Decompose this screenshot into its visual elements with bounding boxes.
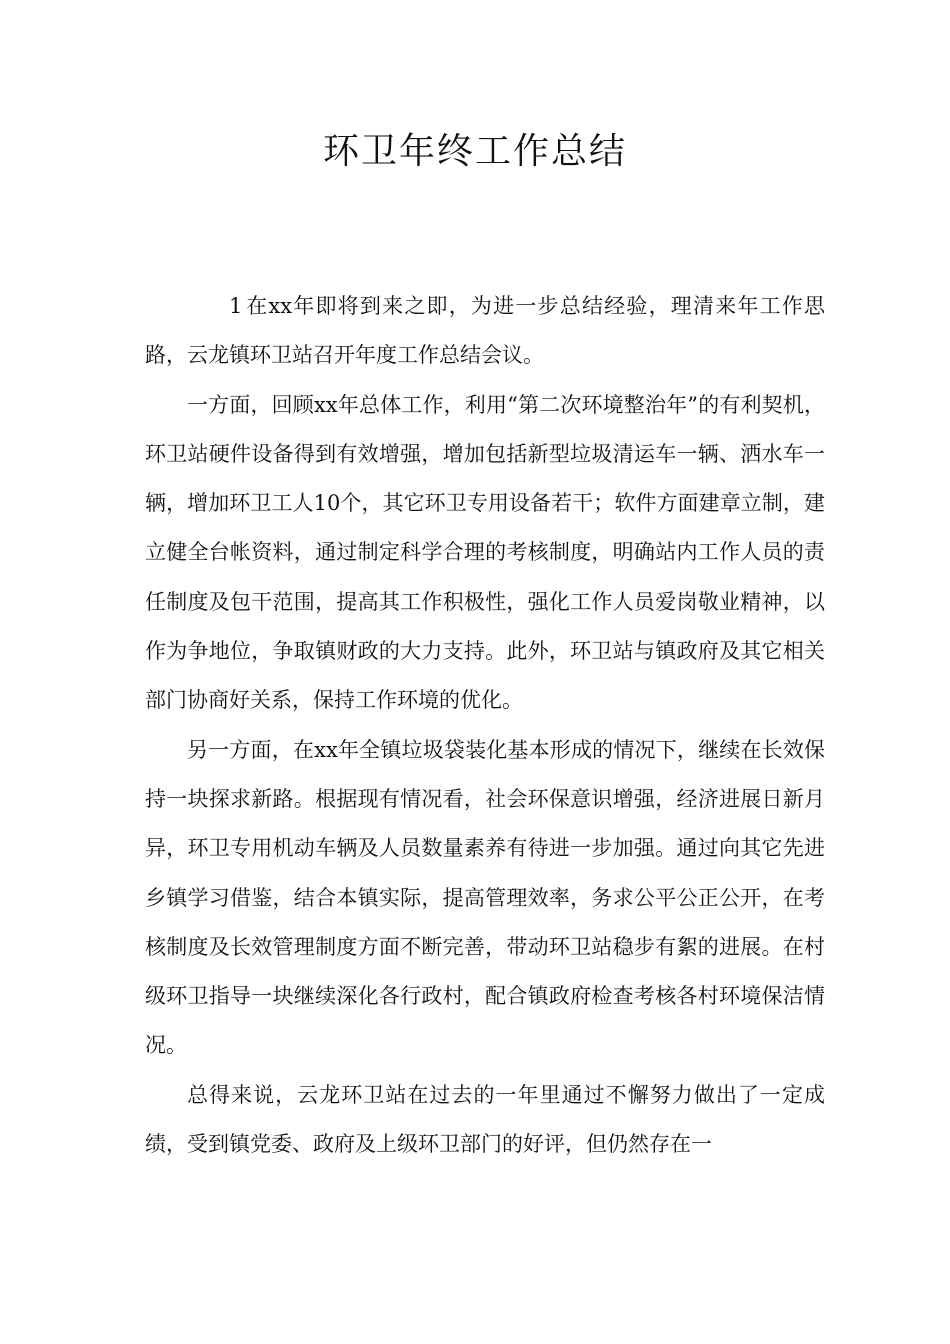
paragraph-4: 总得来说，云龙环卫站在过去的一年里通过不懈努力做出了一定成绩，受到镇党委、政府及上级环卫部门的好评，但仍然存在一	[145, 1082, 825, 1157]
document-title: 环卫年终工作总结	[322, 131, 627, 172]
paragraph-1	[145, 282, 825, 381]
paragraph-2: 一方面，回顾xx年总体工作，利用“第二次环境整治年”的有利契机，环卫站硬件设备得到有效增强，增加包括新型垃圾清运车一辆、洒水车一辆，增加环卫工人10个，其它环卫专用设备若干；软件方面建章立制，建立健全台帐资料，通过制定科学合理的考核制度，明确站内工作人员的责任制度及包干范围，提高其工作积极性，强化工作人员爱岗敬业精神，以作为争地位，争取镇财政的大力支持。此外，环卫站与镇政府及其它相关部门协商好关系，保持工作环境的优化。	[145, 392, 825, 713]
paragraph-3: 另一方面，在xx年全镇垃圾袋装化基本形成的情况下，继续在长效保持一块探求新路。根据现有情况看，社会环保意识增强，经济进展日新月异，环卫专用机动车辆及人员数量素养有待进一步加强。通过向其它先进乡镇学习借鉴，结合本镇实际，提高管理效率，务求公平公正公开，在考核制度及长效管理制度方面不断完善，带动环卫站稳步有絮的进展。在村级环卫指导一块继续深化各行政村，配合镇政府检查考核各村环境保洁情况。	[145, 737, 825, 1058]
document-body	[145, 282, 825, 1169]
paragraph-number: 1	[229, 294, 243, 318]
paragraph-1-text: 在xx年即将到来之即，为进一步总结经验，理清来年工作思路，云龙镇环卫站召开年度工作总结会议。	[145, 294, 825, 368]
